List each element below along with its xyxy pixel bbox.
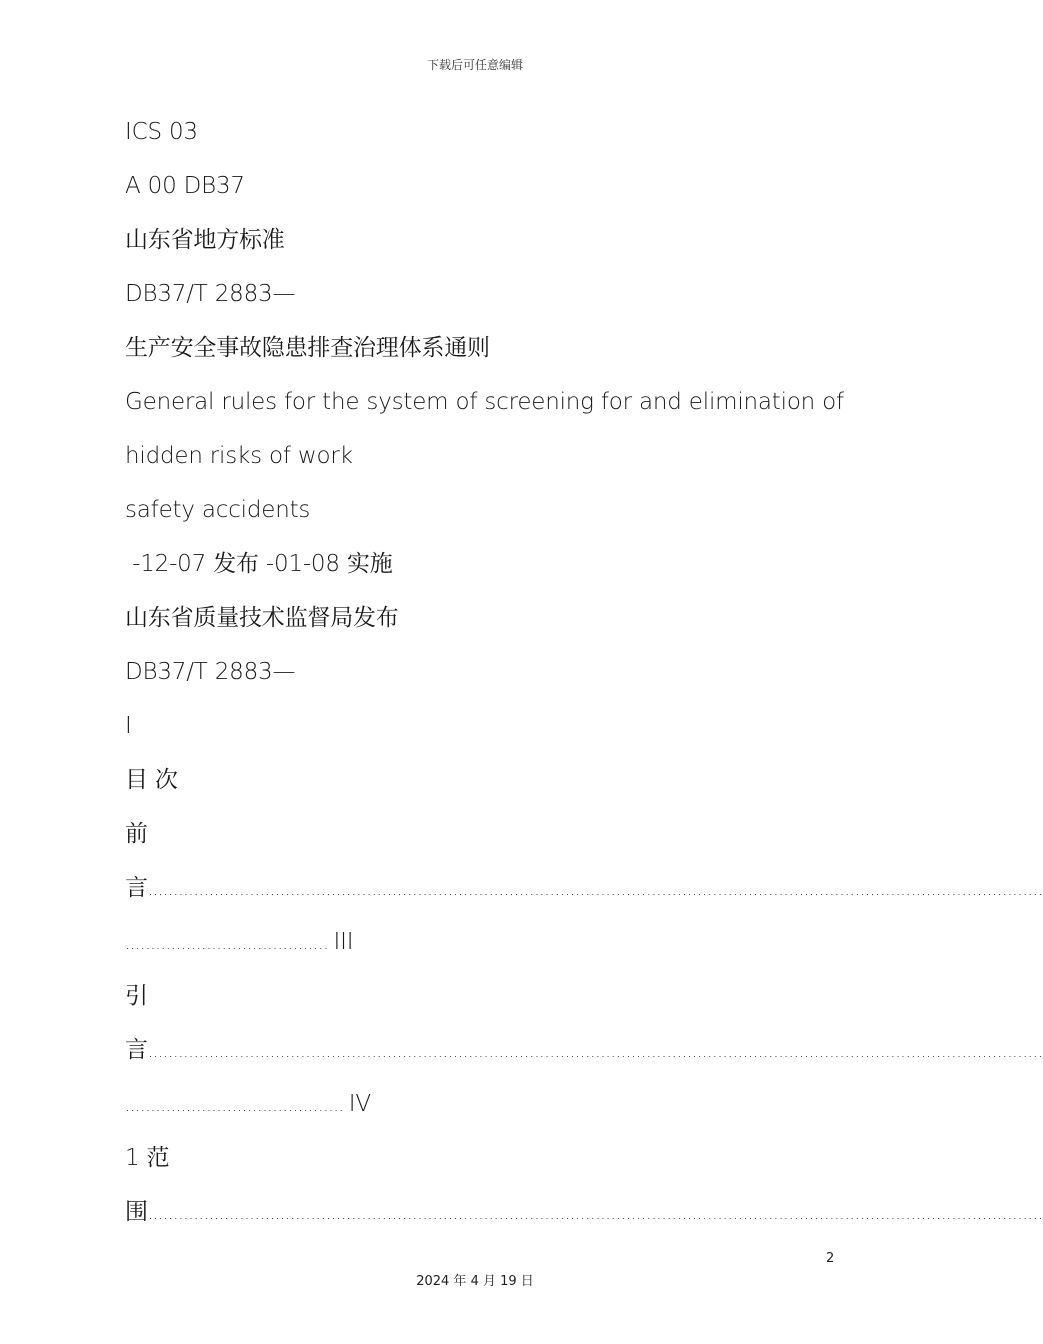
- toc-scope-label-b: 围: [125, 1199, 148, 1225]
- page-header-note: 下载后可任意编辑: [426, 58, 523, 72]
- running-header-number: DB37/T 2883—: [125, 659, 296, 685]
- toc-intro-label-a: 引: [125, 983, 148, 1009]
- document-body: [125, 105, 1043, 1239]
- standard-number: DB37/T 2883—: [125, 281, 296, 307]
- document-title-en-3: safety accidents: [125, 497, 311, 523]
- toc-intro-page: IV: [348, 1091, 371, 1117]
- classification-code: A 00 DB37: [125, 173, 245, 199]
- toc-preface-page: III: [333, 929, 354, 955]
- toc-heading: 目 次: [125, 767, 178, 793]
- ics-code: ICS 03: [125, 119, 198, 145]
- toc-entry-intro-page[interactable]: [125, 1077, 830, 1131]
- standard-type: 山东省地方标准: [125, 227, 285, 253]
- toc-entry-scope[interactable]: [125, 1185, 1043, 1239]
- toc-entry-intro[interactable]: [125, 1023, 1043, 1077]
- document-title-en-2: hidden risks of work: [125, 443, 353, 469]
- toc-intro-label-b: 言: [125, 1037, 148, 1063]
- release-dates: -12-07 发布 -01-08 实施: [125, 551, 393, 577]
- toc-leader-dots: ................................................................................................................................................................................: [147, 880, 1043, 899]
- page-number: 2: [826, 1251, 835, 1266]
- toc-leader-dots: ................................................................................................................................................................................: [147, 1204, 1043, 1223]
- document-title-cn: 生产安全事故隐患排查治理体系通则: [125, 335, 490, 361]
- document-title-en-1: General rules for the system of screening for and elimination of: [125, 389, 844, 415]
- toc-entry-preface-page[interactable]: [125, 915, 830, 969]
- toc-entry-preface[interactable]: [125, 861, 1043, 915]
- footer-date: 2024 年 4 月 19 日: [416, 1274, 534, 1289]
- toc-leader-dots: ........................................: [125, 934, 334, 953]
- toc-leader-dots: ...........................................: [125, 1096, 349, 1115]
- issuing-authority: 山东省质量技术监督局发布: [125, 605, 399, 631]
- toc-scope-label-a: 1 范: [125, 1145, 170, 1171]
- roman-page-marker: I: [125, 713, 132, 739]
- toc-leader-dots: ................................................................................................................................................................................: [147, 1042, 1043, 1061]
- toc-preface-label-a: 前: [125, 821, 148, 847]
- toc-preface-label-b: 言: [125, 875, 148, 901]
